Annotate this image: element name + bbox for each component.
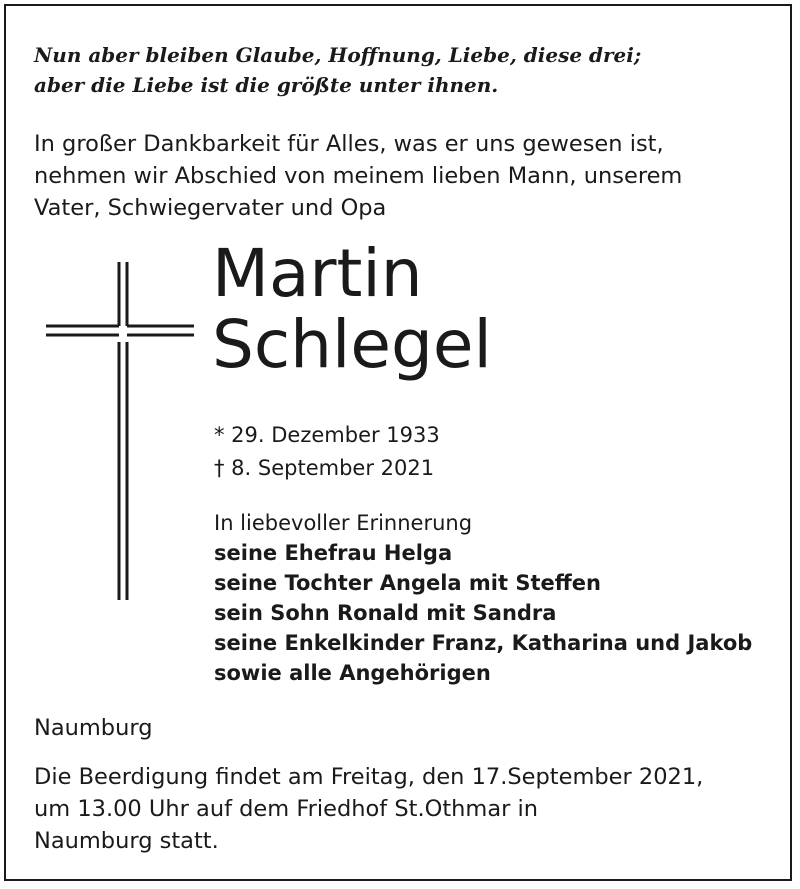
intro-line: Vater, Schwiegervater und Opa [34, 195, 387, 221]
funeral-line: Naumburg statt. [34, 828, 219, 854]
place-name: Naumburg [34, 715, 153, 741]
mourner-entry: sowie alle Angehörigen [214, 661, 491, 685]
intro-text [34, 128, 774, 224]
first-name: Martin [212, 235, 423, 312]
death-date: † 8. September 2021 [214, 456, 435, 480]
cross-icon [46, 262, 196, 604]
verse-line: Nun aber bleiben Glaube, Hoffnung, Liebe, diese drei; [34, 43, 642, 67]
birth-date: * 29. Dezember 1933 [214, 423, 440, 447]
mourner-entry: sein Sohn Ronald mit Sandra [214, 601, 557, 625]
deceased-name [212, 235, 492, 383]
last-name: Schlegel [212, 306, 492, 383]
mourners-list [214, 508, 752, 688]
funeral-line: Die Beerdigung findet am Freitag, den 17.September 2021, [34, 764, 704, 790]
intro-line: In großer Dankbarkeit für Alles, was er uns gewesen ist, [34, 131, 664, 157]
mourners-lead: In liebevoller Erinnerung [214, 511, 473, 535]
life-dates [214, 419, 440, 485]
mourner-entry: seine Ehefrau Helga [214, 541, 453, 565]
funeral-line: um 13.00 Uhr auf dem Friedhof St.Othmar in [34, 796, 539, 822]
mourner-entry: seine Tochter Angela mit Steffen [214, 571, 601, 595]
intro-line: nehmen wir Abschied von meinem lieben Mann, unserem [34, 163, 683, 189]
mourner-entry: seine Enkelkinder Franz, Katharina und Jakob [214, 631, 753, 655]
funeral-notice [34, 761, 774, 857]
verse-line: aber die Liebe ist die größte unter ihnen. [34, 73, 499, 97]
bible-verse [34, 40, 754, 100]
